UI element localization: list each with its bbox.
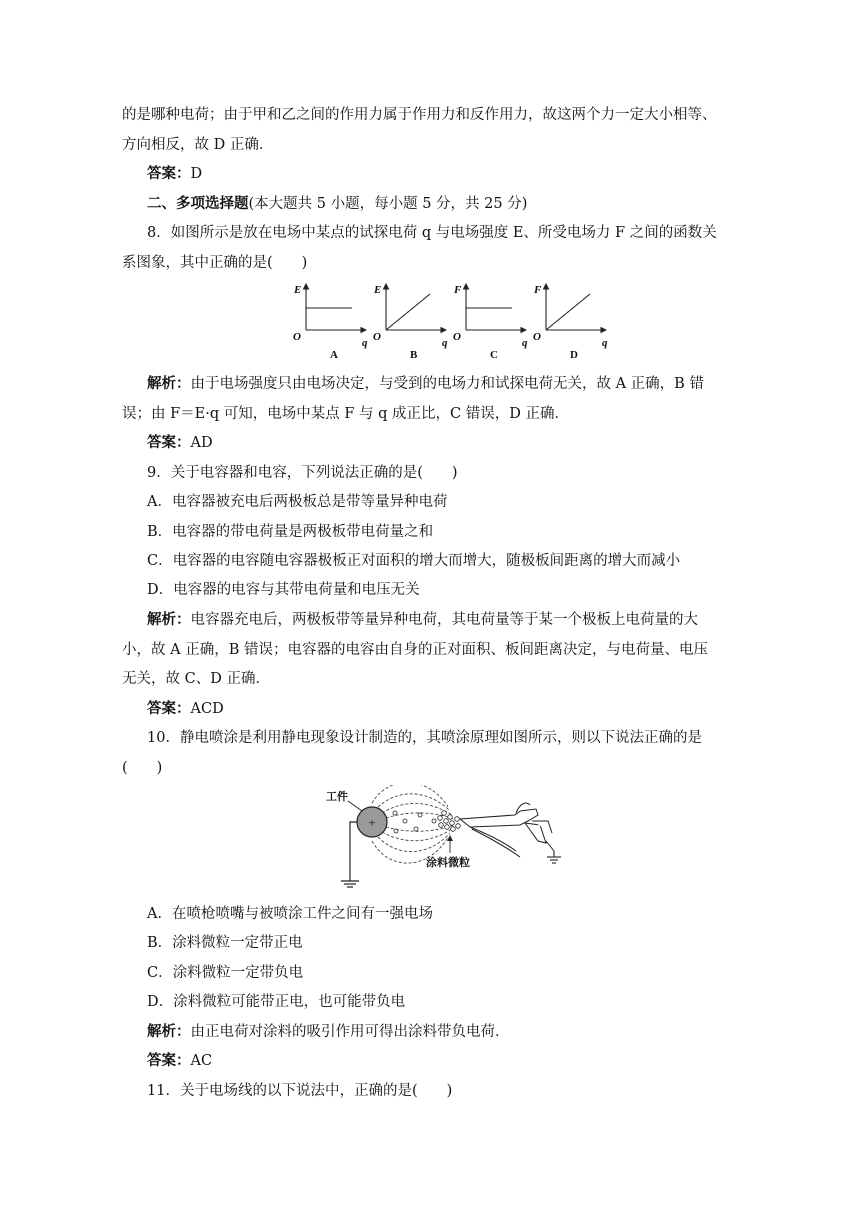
section-title: 二、多项选择题 [147, 195, 249, 212]
answer-9 [147, 699, 740, 719]
option-c: C．电容器的电容随电容器极板正对面积的增大而增大，随极板间距离的增大而减小 [147, 553, 681, 569]
option-d: D．涂料微粒可能带正电，也可能带负电 [147, 994, 406, 1010]
x-axis-label: q [362, 337, 368, 349]
graph-option-label: B [410, 349, 418, 361]
origin-label: O [453, 331, 461, 343]
ground-symbol-right [547, 851, 561, 863]
explanation-10 [147, 1022, 740, 1042]
option-b: B．涂料微粒一定带正电 [147, 935, 303, 951]
question-8-cont: 系图象，其中正确的是( ) [122, 255, 308, 271]
graph-line [386, 294, 430, 330]
option-a: A．电容器被充电后两极板总是带等量异种电荷 [147, 494, 448, 510]
section-2-heading [147, 194, 740, 214]
answer-value: D [190, 166, 203, 182]
y-axis-label: F [454, 284, 462, 296]
spray-gun [460, 803, 554, 857]
ground-symbol-left [341, 881, 359, 887]
graph-option-label: C [490, 349, 498, 361]
question-10: 10．静电喷涂是利用静电现象设计制造的，其喷涂原理如图所示，则以下说法正确的是 [147, 730, 702, 746]
graph-B [373, 284, 448, 361]
question-9: 9．关于电容器和电容，下列说法正确的是( ) [147, 465, 458, 481]
answer-label: 答案： [147, 165, 191, 182]
y-axis-label: F [534, 284, 542, 296]
y-axis-label: E [374, 284, 382, 296]
workpiece-label: 工件 [326, 791, 348, 803]
graph-line [546, 294, 590, 330]
x-axis-label: q [602, 337, 608, 349]
explanation-9 [147, 610, 740, 630]
text-line: 无关，故 C、D 正确． [122, 671, 270, 687]
option-c: C．涂料微粒一定带负电 [147, 965, 304, 981]
q8-graphs [290, 280, 610, 366]
graph-option-label: A [330, 349, 338, 361]
answer-10 [147, 1051, 740, 1071]
text-line: 的是哪种电荷；由于甲和乙之间的作用力属于作用力和反作用力，故这两个力一定大小相等、 [122, 107, 717, 123]
option-d: D．电容器的电容与其带电荷量和电压无关 [147, 582, 420, 598]
graph-C [453, 284, 528, 361]
explanation-text: 由正电荷对涂料的吸引作用可得出涂料带负电荷． [190, 1024, 510, 1040]
section-note: (本大题共 5 小题，每小题 5 分，共 25 分) [248, 196, 528, 212]
answer-value: AD [190, 435, 213, 451]
x-axis-label: q [522, 337, 528, 349]
y-axis-label: E [294, 284, 302, 296]
explanation-label: 解析： [147, 375, 191, 392]
answer-value: AC [190, 1053, 213, 1069]
origin-label: O [533, 331, 541, 343]
answer-8 [147, 433, 740, 453]
option-b: B．电容器的带电荷量是两极板带电荷量之和 [147, 524, 434, 540]
question-10-cont: ( ) [122, 760, 163, 776]
answer-7 [147, 164, 740, 184]
graph-option-label: D [570, 349, 578, 361]
x-axis-label: q [442, 337, 448, 349]
origin-label: O [293, 331, 301, 343]
explanation-text: 由于电场强度只由电场决定，与受到的电场力和试探电荷无关，故 A 正确，B 错 [190, 376, 704, 392]
question-8: 8．如图所示是放在电场中某点的试探电荷 q 与电场强度 E、所受电场力 F 之间的函数关 [147, 225, 717, 241]
spray-diagram [320, 785, 580, 890]
explanation-text: 电容器充电后，两极板带等量异种电荷，其电荷量等于某一个极板上电荷量的大 [190, 612, 698, 628]
text-line: 误；由 F＝E·q 可知，电场中某点 F 与 q 成正比，C 错误，D 正确． [122, 406, 569, 422]
text-line: 小，故 A 正确，B 错误；电容器的电容由自身的正对面积、板间距离决定，与电荷量、电压 [122, 642, 708, 658]
answer-label: 答案： [147, 434, 191, 451]
answer-label: 答案： [147, 700, 191, 717]
answer-value: ACD [190, 701, 224, 717]
origin-label: O [373, 331, 381, 343]
answer-label: 答案： [147, 1052, 191, 1069]
ground-wire [350, 822, 360, 881]
graph-D [533, 284, 608, 361]
charge-symbol: + [368, 815, 376, 830]
graph-A [293, 284, 368, 361]
text-line: 方向相反，故 D 正确． [122, 137, 274, 153]
particles-label: 涂料微粒 [426, 857, 470, 869]
explanation-label: 解析： [147, 1023, 191, 1040]
explanation-8 [147, 374, 740, 394]
question-11: 11．关于电场线的以下说法中，正确的是( ) [147, 1083, 453, 1099]
explanation-label: 解析： [147, 611, 191, 628]
option-a: A．在喷枪喷嘴与被喷涂工件之间有一强电场 [147, 906, 433, 922]
